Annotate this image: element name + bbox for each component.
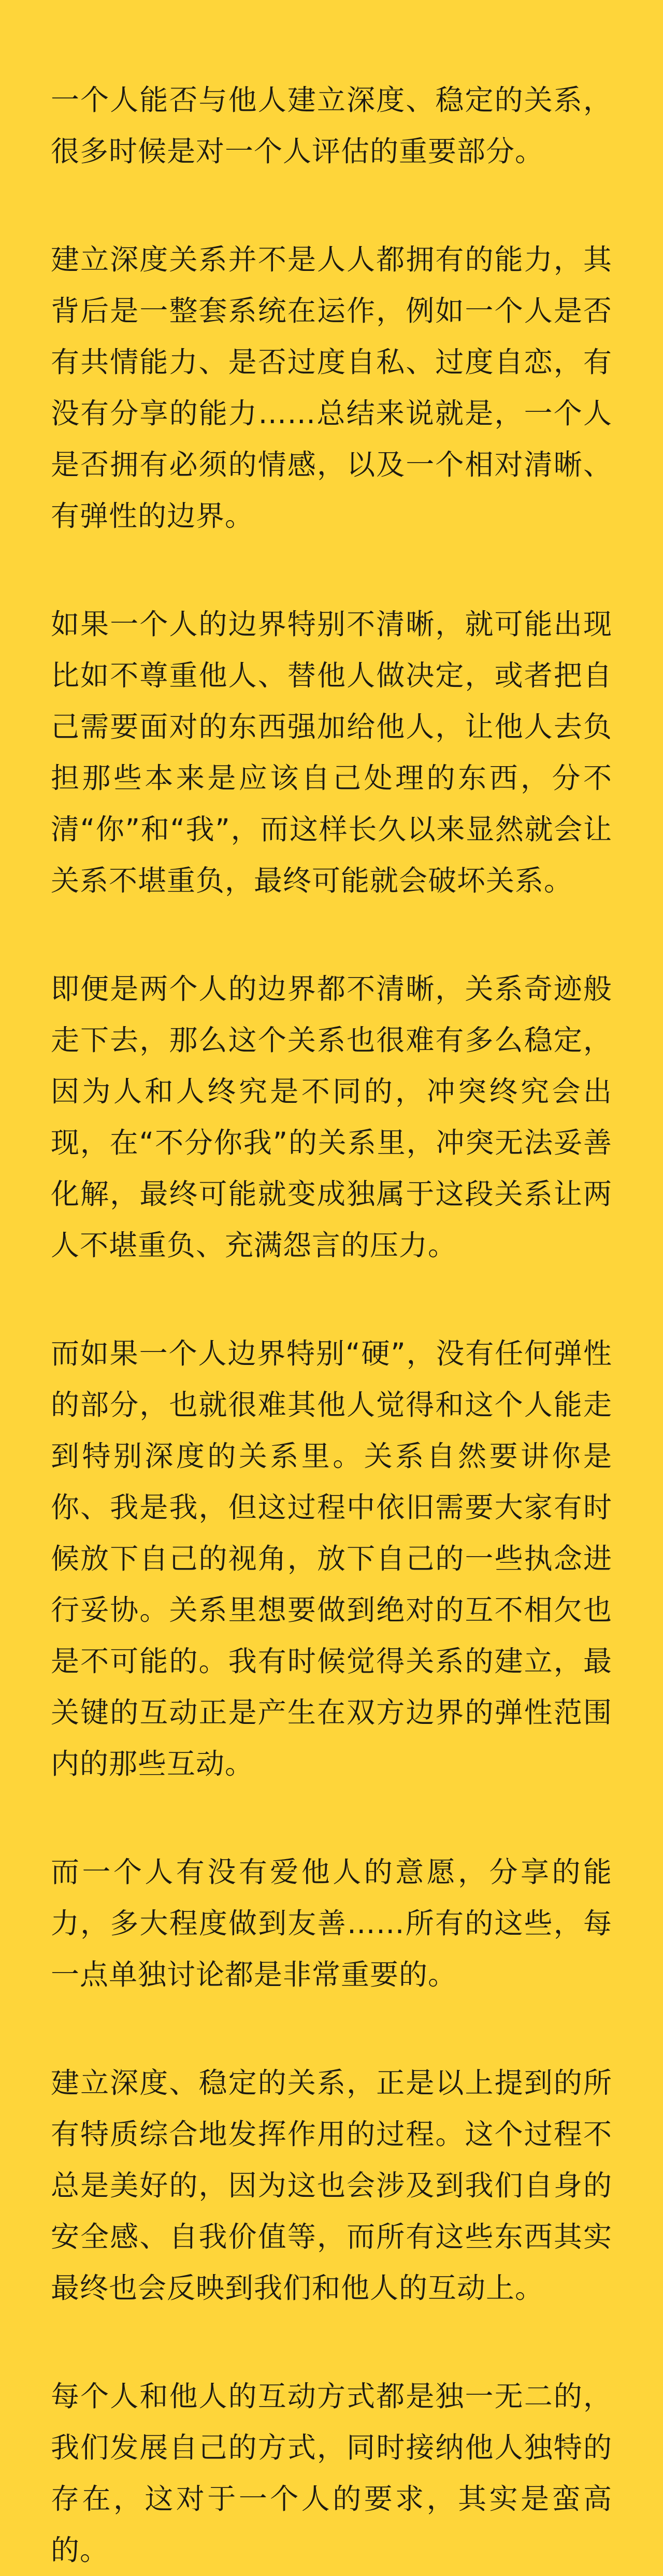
paragraph-3: 如果一个人的边界特别不清晰，就可能出现比如不尊重他人、替他人做决定，或者把自己需要面对的东西强加给他人，让他人去负担那些本来是应该自己处理的东西，分不清“你”和“我”，而这样长久以来显然就会让关系不堪重负，最终可能就会破坏关系。 xyxy=(51,608,612,897)
paragraph-6: 而一个人有没有爱他人的意愿，分享的能力，多大程度做到友善……所有的这些，每一点单独讨论都是非常重要的。 xyxy=(51,1855,612,1991)
paragraph-5: 而如果一个人边界特别“硬”，没有任何弹性的部分，也就很难其他人觉得和这个人能走到特别深度的关系里。关系自然要讲你是你、我是我，但这过程中依旧需要大家有时候放下自己的视角，放下自己的一些执念进行妥协。关系里想要做到绝对的互不相欠也是不可能的。我有时候觉得关系的建立，最关键的互动正是产生在双方边界的弹性范围内的那些互动。 xyxy=(51,1337,612,1780)
paragraph-8: 每个人和他人的互动方式都是独一无二的，我们发展自己的方式，同时接纳他人独特的存在，这对于一个人的要求，其实是蛮高的。 xyxy=(51,2380,612,2567)
paragraph-4: 即便是两个人的边界都不清晰，关系奇迹般走下去，那么这个关系也很难有多么稳定，因为人和人终究是不同的，冲突终究会出现，在“不分你我”的关系里，冲突无法妥善化解，最终可能就变成独属于这段关系让两人不堪重负、充满怨言的压力。 xyxy=(51,972,612,1262)
paragraph-7: 建立深度、稳定的关系，正是以上提到的所有特质综合地发挥作用的过程。这个过程不总是美好的，因为这也会涉及到我们自身的安全感、自我价值等，而所有这些东西其实最终也会反映到我们和他人的互动上。 xyxy=(51,2066,612,2305)
paragraph-1: 一个人能否与他人建立深度、稳定的关系，很多时候是对一个人评估的重要部分。 xyxy=(51,83,612,168)
paragraph-2: 建立深度关系并不是人人都拥有的能力，其背后是一整套系统在运作，例如一个人是否有共情能力、是否过度自私、过度自恋，有没有分享的能力……总结来说就是，一个人是否拥有必须的情感，以及一个相对清晰、有弹性的边界。 xyxy=(51,243,612,533)
